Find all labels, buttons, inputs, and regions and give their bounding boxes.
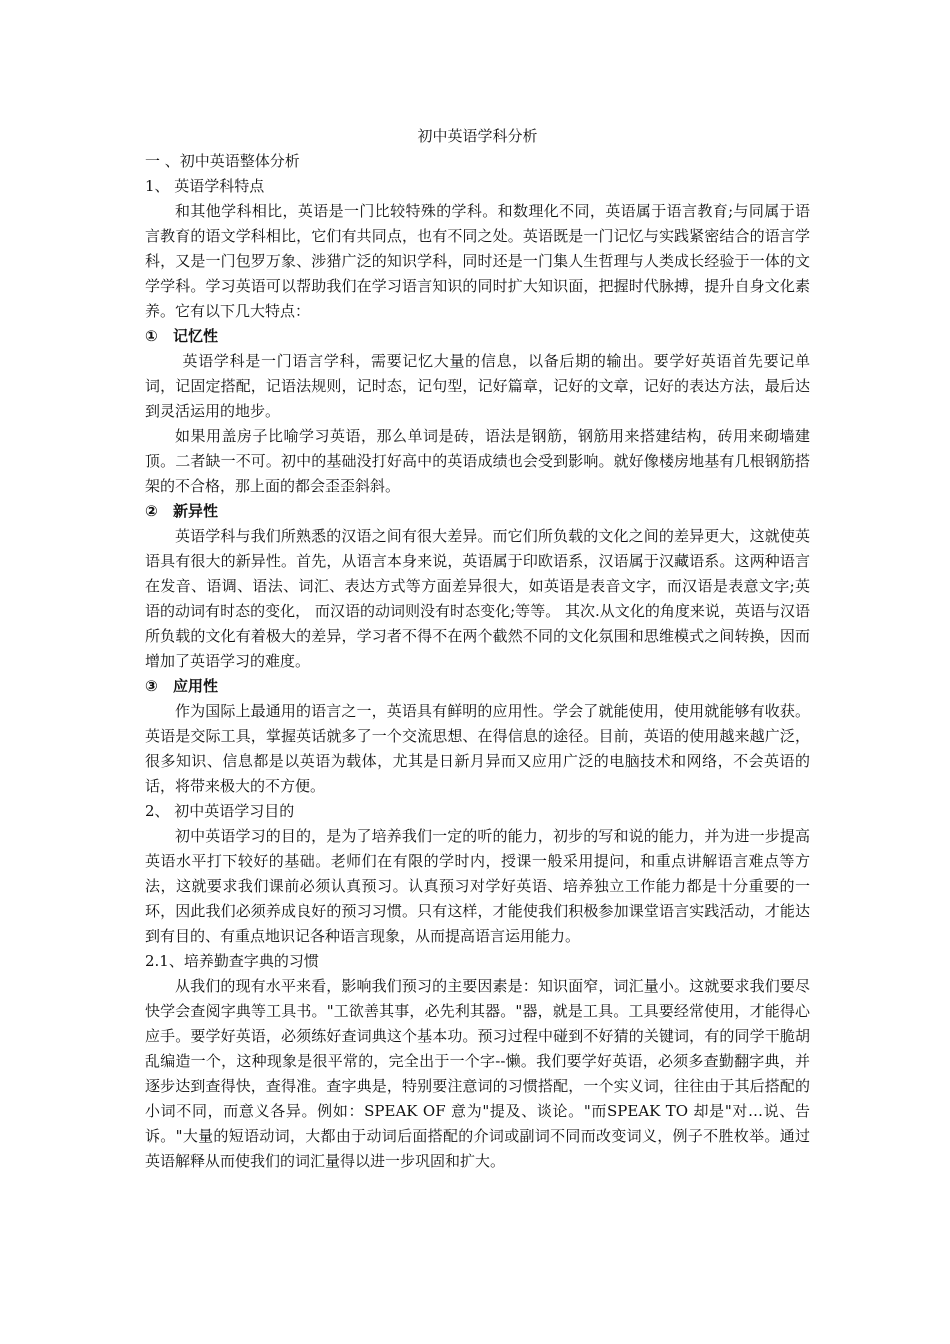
- point-marker: ①: [145, 327, 158, 345]
- section-heading-1: 一 、初中英语整体分析: [145, 152, 300, 170]
- point-label: 新异性: [173, 502, 219, 520]
- point-marker: ③: [145, 677, 158, 695]
- point-marker: ②: [145, 502, 158, 520]
- memory-paragraph-2: 如果用盖房子比喻学习英语，那么单词是砖，语法是钢筋，钢筋用来搭建结构，砖用来砌墙建顶。二者缺一不可。初中的基础没打好高中的英语成绩也会受到影响。就好像楼房地基有几根钢筋搭架的不合格，那上面的都会歪歪斜斜。: [145, 427, 810, 495]
- point-heading-memory: [145, 324, 810, 349]
- subsection-heading-2-1: 2.1、培养勤查字典的习惯: [145, 952, 319, 970]
- point-label: 应用性: [173, 677, 219, 695]
- subsection-heading-1: 1、 英语学科特点: [145, 177, 265, 195]
- subsection-heading-2: 2、 初中英语学习目的: [145, 802, 295, 820]
- point-heading-novelty: [145, 499, 810, 524]
- intro-paragraph: 和其他学科相比，英语是一门比较特殊的学科。和数理化不同，英语属于语言教育;与同属于语言教育的语文学科相比，它们有共同点，也有不同之处。英语既是一门记忆与实践紧密结合的语言学科，又是一门包罗万象、涉猎广泛的知识学科，同时还是一门集人生哲理与人类成长经验于一体的文学学科。学习英语可以帮助我们在学习语言知识的同时扩大知识面，把握时代脉搏，提升自身文化素养。它有以下几大特点：: [145, 202, 810, 320]
- document-page: [145, 124, 810, 1174]
- memory-paragraph-1: 英语学科是一门语言学科，需要记忆大量的信息，以备后期的输出。要学好英语首先要记单词，记固定搭配，记语法规则，记时态，记句型，记好篇章，记好的文章，记好的表达方法，最后达到灵活运用的地步。: [145, 352, 810, 420]
- dictionary-paragraph: 从我们的现有水平来看，影响我们预习的主要因素是：知识面窄，词汇量小。这就要求我们要尽快学会查阅字典等工具书。"工欲善其事，必先利其器。"器，就是工具。工具要经常使用，才能得心应手。要学好英语，必须练好查词典这个基本功。预习过程中碰到不好猜的关键词，有的同学干脆胡乱编造一个，这种现象是很平常的，完全出于一个字--懒。我们要学好英语，必须多查勤翻字典，并逐步达到查得快，查得准。查字典是，特别要注意词的习惯搭配，一个实义词，往往由于其后搭配的小词不同，而意义各异。例如：SPEAK OF 意为"提及、谈论。"而SPEAK TO 却是"对…说、告诉。"大量的短语动词，大都由于动词后面搭配的介词或副词不同而改变词义，例子不胜枚举。通过英语解释从而使我们的词汇量得以进一步巩固和扩大。: [145, 977, 810, 1170]
- novelty-paragraph: 英语学科与我们所熟悉的汉语之间有很大差异。而它们所负载的文化之间的差异更大，这就使英语具有很大的新异性。首先，从语言本身来说，英语属于印欧语系，汉语属于汉藏语系。这两种语言在发音、语调、语法、词汇、表达方式等方面差异很大，如英语是表音文字，而汉语是表意文字;英语的动词有时态的变化， 而汉语的动词则没有时态变化;等等。 其次.从文化的角度来说，英语与汉语所负载的文化有着极大的差异，学习者不得不在两个截然不同的文化氛围和思维模式之间转换，因而增加了英语学习的难度。: [145, 527, 810, 670]
- point-heading-application: [145, 674, 810, 699]
- purpose-paragraph: 初中英语学习的目的，是为了培养我们一定的听的能力，初步的写和说的能力，并为进一步提高英语水平打下较好的基础。老师们在有限的学时内，授课一般采用提问，和重点讲解语言难点等方法，这就要求我们课前必须认真预习。认真预习对学好英语、培养独立工作能力都是十分重要的一环，因此我们必须养成良好的预习习惯。只有这样，才能使我们积极参加课堂语言实践活动，才能达到有目的、有重点地识记各种语言现象，从而提高语言运用能力。: [145, 827, 810, 945]
- document-title: 初中英语学科分析: [417, 127, 538, 145]
- point-label: 记忆性: [173, 327, 219, 345]
- application-paragraph: 作为国际上最通用的语言之一，英语具有鲜明的应用性。学会了就能使用，使用就能够有收获。英语是交际工具，掌握英话就多了一个交流思想、在得信息的途径。目前，英语的使用越来越广泛，很多知识、信息都是以英语为载体，尤其是日新月异而又应用广泛的电脑技术和网络，不会英语的话，将带来极大的不方便。: [145, 702, 810, 795]
